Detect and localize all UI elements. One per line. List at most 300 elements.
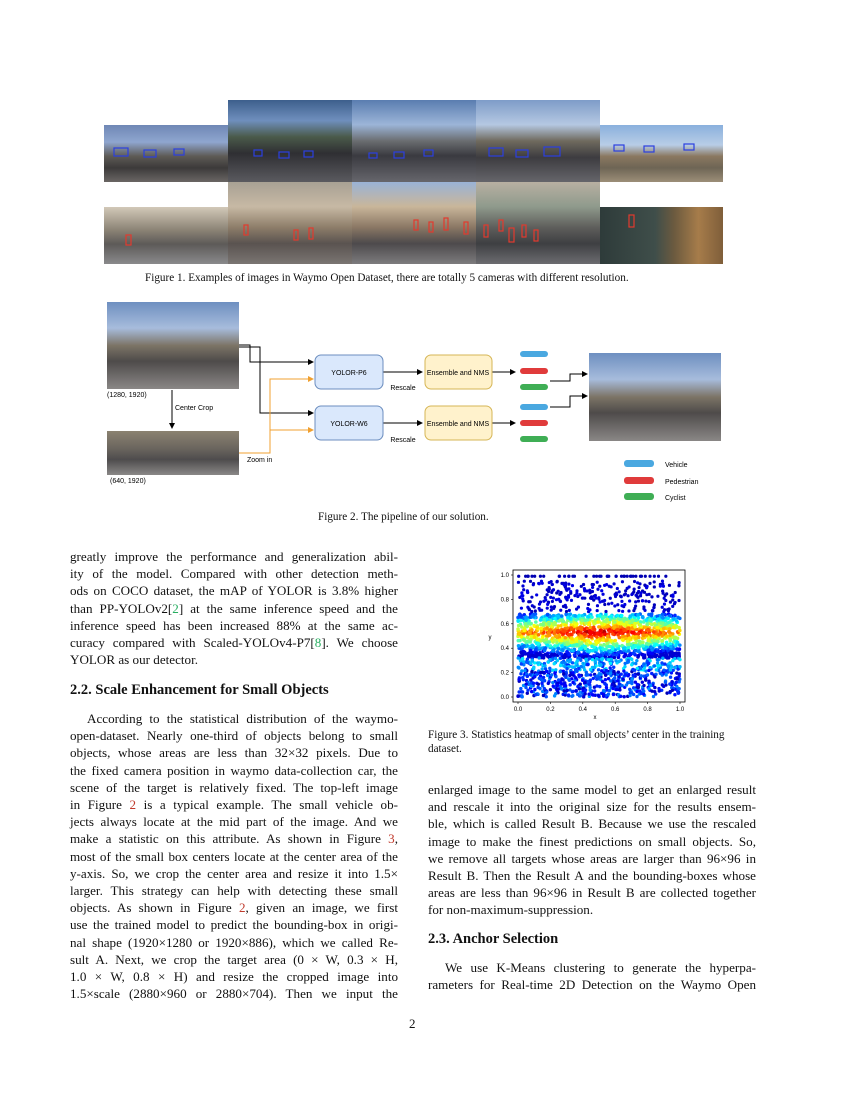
section-heading-2-3: 2.3. Anchor Selection xyxy=(428,931,559,947)
heatmap-point xyxy=(628,585,631,588)
heatmap-point xyxy=(625,683,628,686)
text-line: larger. This strategy can help with detecting these small xyxy=(70,883,398,899)
heatmap-point xyxy=(517,575,520,578)
text-line: According to the statistical distribution of the waymo- xyxy=(87,711,398,726)
heatmap-point xyxy=(637,586,640,589)
heatmap-point xyxy=(568,683,571,686)
heatmap-point xyxy=(606,635,610,639)
heatmap-point xyxy=(675,677,678,680)
heatmap-point xyxy=(545,690,548,693)
heatmap-point xyxy=(565,689,568,692)
heatmap-point xyxy=(647,687,650,690)
heatmap-point xyxy=(675,681,678,684)
heatmap-point xyxy=(626,643,630,647)
heatmap-point xyxy=(553,617,557,621)
heatmap-point xyxy=(516,694,519,697)
heatmap-point xyxy=(588,589,591,592)
heatmap-point xyxy=(529,662,532,665)
heatmap-point xyxy=(654,635,658,639)
heatmap-point xyxy=(557,598,560,601)
heatmap-point xyxy=(580,628,584,632)
heatmap-point xyxy=(583,589,586,592)
heatmap-point xyxy=(662,669,665,672)
heatmap-point xyxy=(540,667,543,670)
heatmap-point xyxy=(626,646,630,650)
heatmap-point xyxy=(565,610,568,613)
heatmap-point xyxy=(557,678,560,681)
heatmap-point xyxy=(653,580,656,583)
heatmap-point xyxy=(633,580,636,583)
heatmap-point xyxy=(564,636,568,640)
heatmap-point xyxy=(609,679,612,682)
heatmap-point xyxy=(628,694,631,697)
heatmap-point xyxy=(660,661,663,664)
text-line: we remove all targets whose areas are larger than 96×96 in xyxy=(428,850,756,866)
heatmap-point xyxy=(536,661,539,664)
heatmap-point xyxy=(581,679,584,682)
heatmap-point xyxy=(608,630,612,634)
heatmap-point xyxy=(615,688,618,691)
heatmap-point xyxy=(677,584,680,587)
heatmap-point xyxy=(593,628,597,632)
heatmap-point xyxy=(640,575,643,578)
heatmap-point xyxy=(612,693,615,696)
heatmap-point xyxy=(659,585,662,588)
heatmap-point xyxy=(610,602,613,605)
heatmap-point xyxy=(541,623,545,627)
heatmap-point xyxy=(655,668,658,671)
heatmap-point xyxy=(656,661,659,664)
heatmap-point xyxy=(608,585,611,588)
text-line: the fixed camera position in waymo data-collection car, the xyxy=(70,762,398,778)
heatmap-point xyxy=(558,575,561,578)
heatmap-point xyxy=(517,644,521,648)
heatmap-point xyxy=(564,624,568,628)
heatmap-point xyxy=(639,591,642,594)
heatmap-point xyxy=(526,591,529,594)
heatmap-point xyxy=(533,635,537,639)
heatmap-point xyxy=(621,580,624,583)
heatmap-point xyxy=(576,651,580,655)
heatmap-point xyxy=(607,692,610,695)
legend-pedestrian: Pedestrian xyxy=(665,479,699,486)
label-center-crop: Center Crop xyxy=(175,405,214,412)
heatmap-point xyxy=(595,575,598,578)
heatmap-point xyxy=(592,693,595,696)
heatmap-point xyxy=(542,575,545,578)
heatmap-point xyxy=(536,642,540,646)
heatmap-point xyxy=(534,620,538,624)
heatmap-point xyxy=(598,646,602,650)
heatmap-point xyxy=(637,649,641,653)
figure-3-caption-line-1: Figure 3. Statistics heatmap of small objects’ center in the training xyxy=(428,729,725,741)
heatmap-point xyxy=(628,653,632,657)
heatmap-point xyxy=(585,575,588,578)
heatmap-point xyxy=(608,689,611,692)
heatmap-point xyxy=(613,639,617,643)
heatmap-point xyxy=(559,652,563,656)
text-line: inference speed has been increased 88% at the same ac- xyxy=(70,617,398,633)
heatmap-point xyxy=(648,593,651,596)
heatmap-point xyxy=(618,660,621,663)
heatmap-point xyxy=(596,609,599,612)
heatmap-point xyxy=(663,603,666,606)
heatmap-point xyxy=(639,623,643,627)
heatmap-point xyxy=(668,621,672,625)
text-line: most of the small box centers locate at the center area of the xyxy=(70,848,398,864)
heatmap-point xyxy=(647,680,650,683)
heatmap-point xyxy=(587,692,590,695)
heatmap-point xyxy=(590,645,594,649)
heatmap-point xyxy=(584,688,587,691)
heatmap-point xyxy=(575,589,578,592)
heatmap-point xyxy=(634,600,637,603)
figure-3-caption-line-2: dataset. xyxy=(428,743,462,755)
heatmap-point xyxy=(606,618,610,622)
heatmap-point xyxy=(589,673,592,676)
yolor-w6-label: YOLOR-W6 xyxy=(330,421,368,428)
rescale-label-1: Rescale xyxy=(390,385,416,392)
heatmap-point xyxy=(606,624,610,628)
heatmap-point xyxy=(601,680,604,683)
heatmap-point xyxy=(634,636,638,640)
heatmap-point xyxy=(630,663,633,666)
heatmap-point xyxy=(631,575,634,578)
heatmap-point xyxy=(650,655,654,659)
heatmap-point xyxy=(546,603,549,606)
heatmap-point xyxy=(643,656,647,660)
heatmap-point xyxy=(591,583,594,586)
heatmap-point xyxy=(583,692,586,695)
heatmap-point xyxy=(643,609,646,612)
heatmap-point xyxy=(539,678,542,681)
heatmap-point xyxy=(576,595,579,598)
heatmap-point xyxy=(596,604,599,607)
heatmap-point xyxy=(580,665,583,668)
text-line: YOLOR as our detector. xyxy=(70,652,198,668)
heatmap-point xyxy=(530,670,533,673)
heatmap-point xyxy=(542,618,546,622)
result-bars-1 xyxy=(520,351,548,390)
heatmap-point xyxy=(520,594,523,597)
heatmap-point xyxy=(647,600,650,603)
text-line: in Figure 2 is a typical example. The small vehicle ob- xyxy=(70,797,399,813)
heatmap-point xyxy=(597,598,600,601)
heatmap-point xyxy=(542,694,545,697)
heatmap-point xyxy=(642,605,645,608)
heatmap-point xyxy=(523,580,526,583)
heatmap-point xyxy=(520,662,523,665)
heatmap-point xyxy=(569,592,572,595)
heatmap-point xyxy=(568,688,571,691)
heatmap-point xyxy=(644,678,647,681)
ensemble-label-2: Ensemble and NMS xyxy=(426,421,490,428)
heatmap-point xyxy=(593,666,596,669)
x-tick-label: 0.2 xyxy=(546,707,555,713)
heatmap-point xyxy=(565,667,568,670)
heatmap-point xyxy=(600,658,603,661)
heatmap-point xyxy=(609,666,612,669)
heatmap-point xyxy=(591,649,595,653)
text-line: curacy compared with Scaled-YOLOv4-P7[8]. We choose xyxy=(70,635,398,651)
heatmap-point xyxy=(528,631,532,635)
heatmap-point xyxy=(671,659,674,662)
figure-ref-link[interactable]: 3 xyxy=(388,831,395,847)
heatmap-point xyxy=(559,657,562,660)
figure-ref-link[interactable]: 2 xyxy=(129,797,137,813)
heatmap-point xyxy=(611,632,615,636)
heatmap-point xyxy=(595,684,598,687)
heatmap-point xyxy=(526,635,530,639)
heatmap-point xyxy=(667,609,670,612)
heatmap-point xyxy=(530,575,533,578)
heatmap-point xyxy=(653,638,657,642)
heatmap-point xyxy=(622,678,625,681)
heatmap-point xyxy=(668,637,672,641)
legend-cyclist: Cyclist xyxy=(665,495,686,502)
heatmap-point xyxy=(555,687,558,690)
heatmap-point xyxy=(667,630,671,634)
heatmap-point xyxy=(526,575,529,578)
heatmap-point xyxy=(553,662,556,665)
heatmap-point xyxy=(550,591,553,594)
text-line: ble, which is called Result B. Because we use the rescaled xyxy=(428,816,756,832)
heatmap-point xyxy=(517,666,520,669)
heatmap-point xyxy=(573,614,577,618)
heatmap-point xyxy=(522,638,526,642)
heatmap-point xyxy=(571,681,574,684)
heatmap-point xyxy=(524,682,527,685)
heatmap-point xyxy=(520,651,524,655)
heatmap-point xyxy=(521,676,524,679)
heatmap-point xyxy=(596,617,600,621)
heatmap-point xyxy=(603,603,606,606)
heatmap-point xyxy=(532,583,535,586)
heatmap-point xyxy=(620,600,623,603)
heatmap-point xyxy=(670,665,673,668)
text-line: areas are less than 96×96 in Result B are collected together xyxy=(428,885,756,901)
heatmap-point xyxy=(631,652,635,656)
heatmap-point xyxy=(670,680,673,683)
heatmap-point xyxy=(527,600,530,603)
x-tick-label: 0.4 xyxy=(578,707,587,713)
heatmap-point xyxy=(521,695,524,698)
heatmap-point xyxy=(563,655,567,659)
heatmap-point xyxy=(538,603,541,606)
heatmap-point xyxy=(604,678,607,681)
heatmap-point xyxy=(627,649,631,653)
heatmap-point xyxy=(621,635,625,639)
text-line: than PP-YOLOv2[2] at the same inference speed and the xyxy=(70,600,398,616)
heatmap-point xyxy=(661,657,664,660)
heatmap-point xyxy=(553,644,557,648)
heatmap-point xyxy=(574,676,577,679)
heatmap-point xyxy=(665,634,669,638)
y-tick-label: 0.0 xyxy=(500,695,509,701)
heatmap-point xyxy=(622,617,626,621)
heatmap-point xyxy=(664,599,667,602)
heatmap-point xyxy=(668,652,672,656)
heatmap-point xyxy=(612,670,615,673)
heatmap-point xyxy=(577,673,580,676)
heatmap-point xyxy=(588,608,591,611)
heatmap-point xyxy=(565,650,569,654)
heatmap-point xyxy=(545,653,549,657)
heatmap-point xyxy=(547,590,550,593)
heatmap-point xyxy=(672,617,676,621)
heatmap-point xyxy=(524,616,528,620)
text-line: for non-maximum-suppression. xyxy=(428,902,594,918)
heatmap-point xyxy=(623,603,626,606)
heatmap-point xyxy=(654,643,658,647)
figure-ref-link[interactable]: 2 xyxy=(238,900,246,916)
heatmap-point xyxy=(537,683,540,686)
heatmap-point xyxy=(651,609,654,612)
heatmap-point xyxy=(624,673,627,676)
rescale-label-2: Rescale xyxy=(390,437,416,444)
heatmap-point xyxy=(520,669,523,672)
heatmap-point xyxy=(635,618,639,622)
heatmap-point xyxy=(534,693,537,696)
heatmap-point xyxy=(529,580,532,583)
heatmap-point xyxy=(600,669,603,672)
heatmap-point xyxy=(567,583,570,586)
heatmap-point xyxy=(662,630,666,634)
heatmap-point xyxy=(580,635,584,639)
heatmap-point xyxy=(584,646,588,650)
heatmap-point xyxy=(623,593,626,596)
heatmap-point xyxy=(603,584,606,587)
heatmap-point xyxy=(559,624,563,628)
paragraph-result-b xyxy=(428,781,756,919)
heatmap-point xyxy=(567,575,570,578)
heatmap-point xyxy=(598,585,601,588)
heatmap-point xyxy=(530,685,533,688)
heatmap-point xyxy=(652,695,655,698)
heatmap-point xyxy=(534,612,538,616)
heatmap-point xyxy=(630,681,633,684)
text-line: greatly improve the performance and generalization abil- xyxy=(70,549,398,564)
heatmap-point xyxy=(644,575,647,578)
heatmap-point xyxy=(547,682,550,685)
heatmap-point xyxy=(546,674,549,677)
heatmap-point xyxy=(661,590,664,593)
heatmap-point xyxy=(545,626,549,630)
heatmap-point xyxy=(628,636,632,640)
page-number: 2 xyxy=(409,1016,416,1031)
heatmap-point xyxy=(521,657,524,660)
heatmap-point xyxy=(583,618,587,622)
heatmap-point xyxy=(562,672,565,675)
heatmap-point xyxy=(619,630,623,634)
heatmap-point xyxy=(662,610,665,613)
heatmap-point xyxy=(575,643,579,647)
heatmap-point xyxy=(550,609,553,612)
heatmap-point xyxy=(536,686,539,689)
heatmap-point xyxy=(526,639,530,643)
heatmap-point xyxy=(662,585,665,588)
heatmap-point xyxy=(597,625,601,629)
heatmap-point xyxy=(661,683,664,686)
heatmap-point xyxy=(611,683,614,686)
heatmap-point xyxy=(548,658,551,661)
citation-link[interactable]: 2 xyxy=(172,600,179,616)
heatmap-point xyxy=(632,590,635,593)
heatmap-point xyxy=(582,695,585,698)
heatmap-point xyxy=(547,640,551,644)
text-line: ity of the model. Compared with other detection meth- xyxy=(70,566,398,582)
heatmap-point xyxy=(661,580,664,583)
text-line: make a statistic on this attribute. As shown in Figure 3, xyxy=(70,831,398,847)
citation-link[interactable]: 8 xyxy=(314,635,322,651)
heatmap-point xyxy=(636,613,640,617)
heatmap-point xyxy=(541,582,544,585)
heatmap-point xyxy=(661,606,664,609)
heatmap-point xyxy=(589,632,593,636)
heatmap-point xyxy=(653,575,656,578)
text-line: nal shape (1920×1280 or 1920×886), which we called Re- xyxy=(70,934,398,950)
heatmap-point xyxy=(553,653,557,657)
heatmap-point xyxy=(539,626,543,630)
heatmap-point xyxy=(556,659,559,662)
heatmap-point xyxy=(678,658,681,661)
heatmap-point xyxy=(658,645,662,649)
heatmap-point xyxy=(526,661,529,664)
heatmap-point xyxy=(564,581,567,584)
heatmap-point xyxy=(573,665,576,668)
heatmap-point xyxy=(532,645,536,649)
heatmap-point xyxy=(570,599,573,602)
heatmap-point xyxy=(673,602,676,605)
heatmap-point xyxy=(597,676,600,679)
heatmap-point xyxy=(586,663,589,666)
heatmap-point xyxy=(659,653,663,657)
heatmap-point xyxy=(637,632,641,636)
heatmap-point xyxy=(568,609,571,612)
heatmap-point xyxy=(678,665,681,668)
heatmap-point xyxy=(673,614,677,618)
heatmap-point xyxy=(578,687,581,690)
heatmap-point xyxy=(615,653,619,657)
heatmap-point xyxy=(622,669,625,672)
heatmap-point xyxy=(631,668,634,671)
heatmap-point xyxy=(653,585,656,588)
heatmap-point xyxy=(518,633,522,637)
heatmap-point xyxy=(551,583,554,586)
heatmap-point xyxy=(636,592,639,595)
heatmap-point xyxy=(589,668,592,671)
heatmap-point xyxy=(530,650,534,654)
paragraph-yolor xyxy=(70,548,398,668)
heatmap-point xyxy=(617,636,621,640)
heatmap-point xyxy=(559,670,562,673)
heatmap-point xyxy=(620,614,624,618)
heatmap-point xyxy=(642,662,645,665)
figure-2-caption: Figure 2. The pipeline of our solution. xyxy=(318,511,489,523)
heatmap-point xyxy=(571,671,574,674)
heatmap-point xyxy=(673,693,676,696)
heatmap-point xyxy=(641,680,644,683)
heatmap-point xyxy=(581,597,584,600)
text-line: objects, whose areas are less than 32×32 pixels. Due to xyxy=(70,745,398,761)
x-tick-label: 0.8 xyxy=(643,707,652,713)
heatmap-point xyxy=(638,640,642,644)
heatmap-point xyxy=(607,658,610,661)
heatmap-point xyxy=(563,682,566,685)
heatmap-point xyxy=(576,659,579,662)
heatmap-point xyxy=(571,644,575,648)
heatmap-point xyxy=(677,599,680,602)
